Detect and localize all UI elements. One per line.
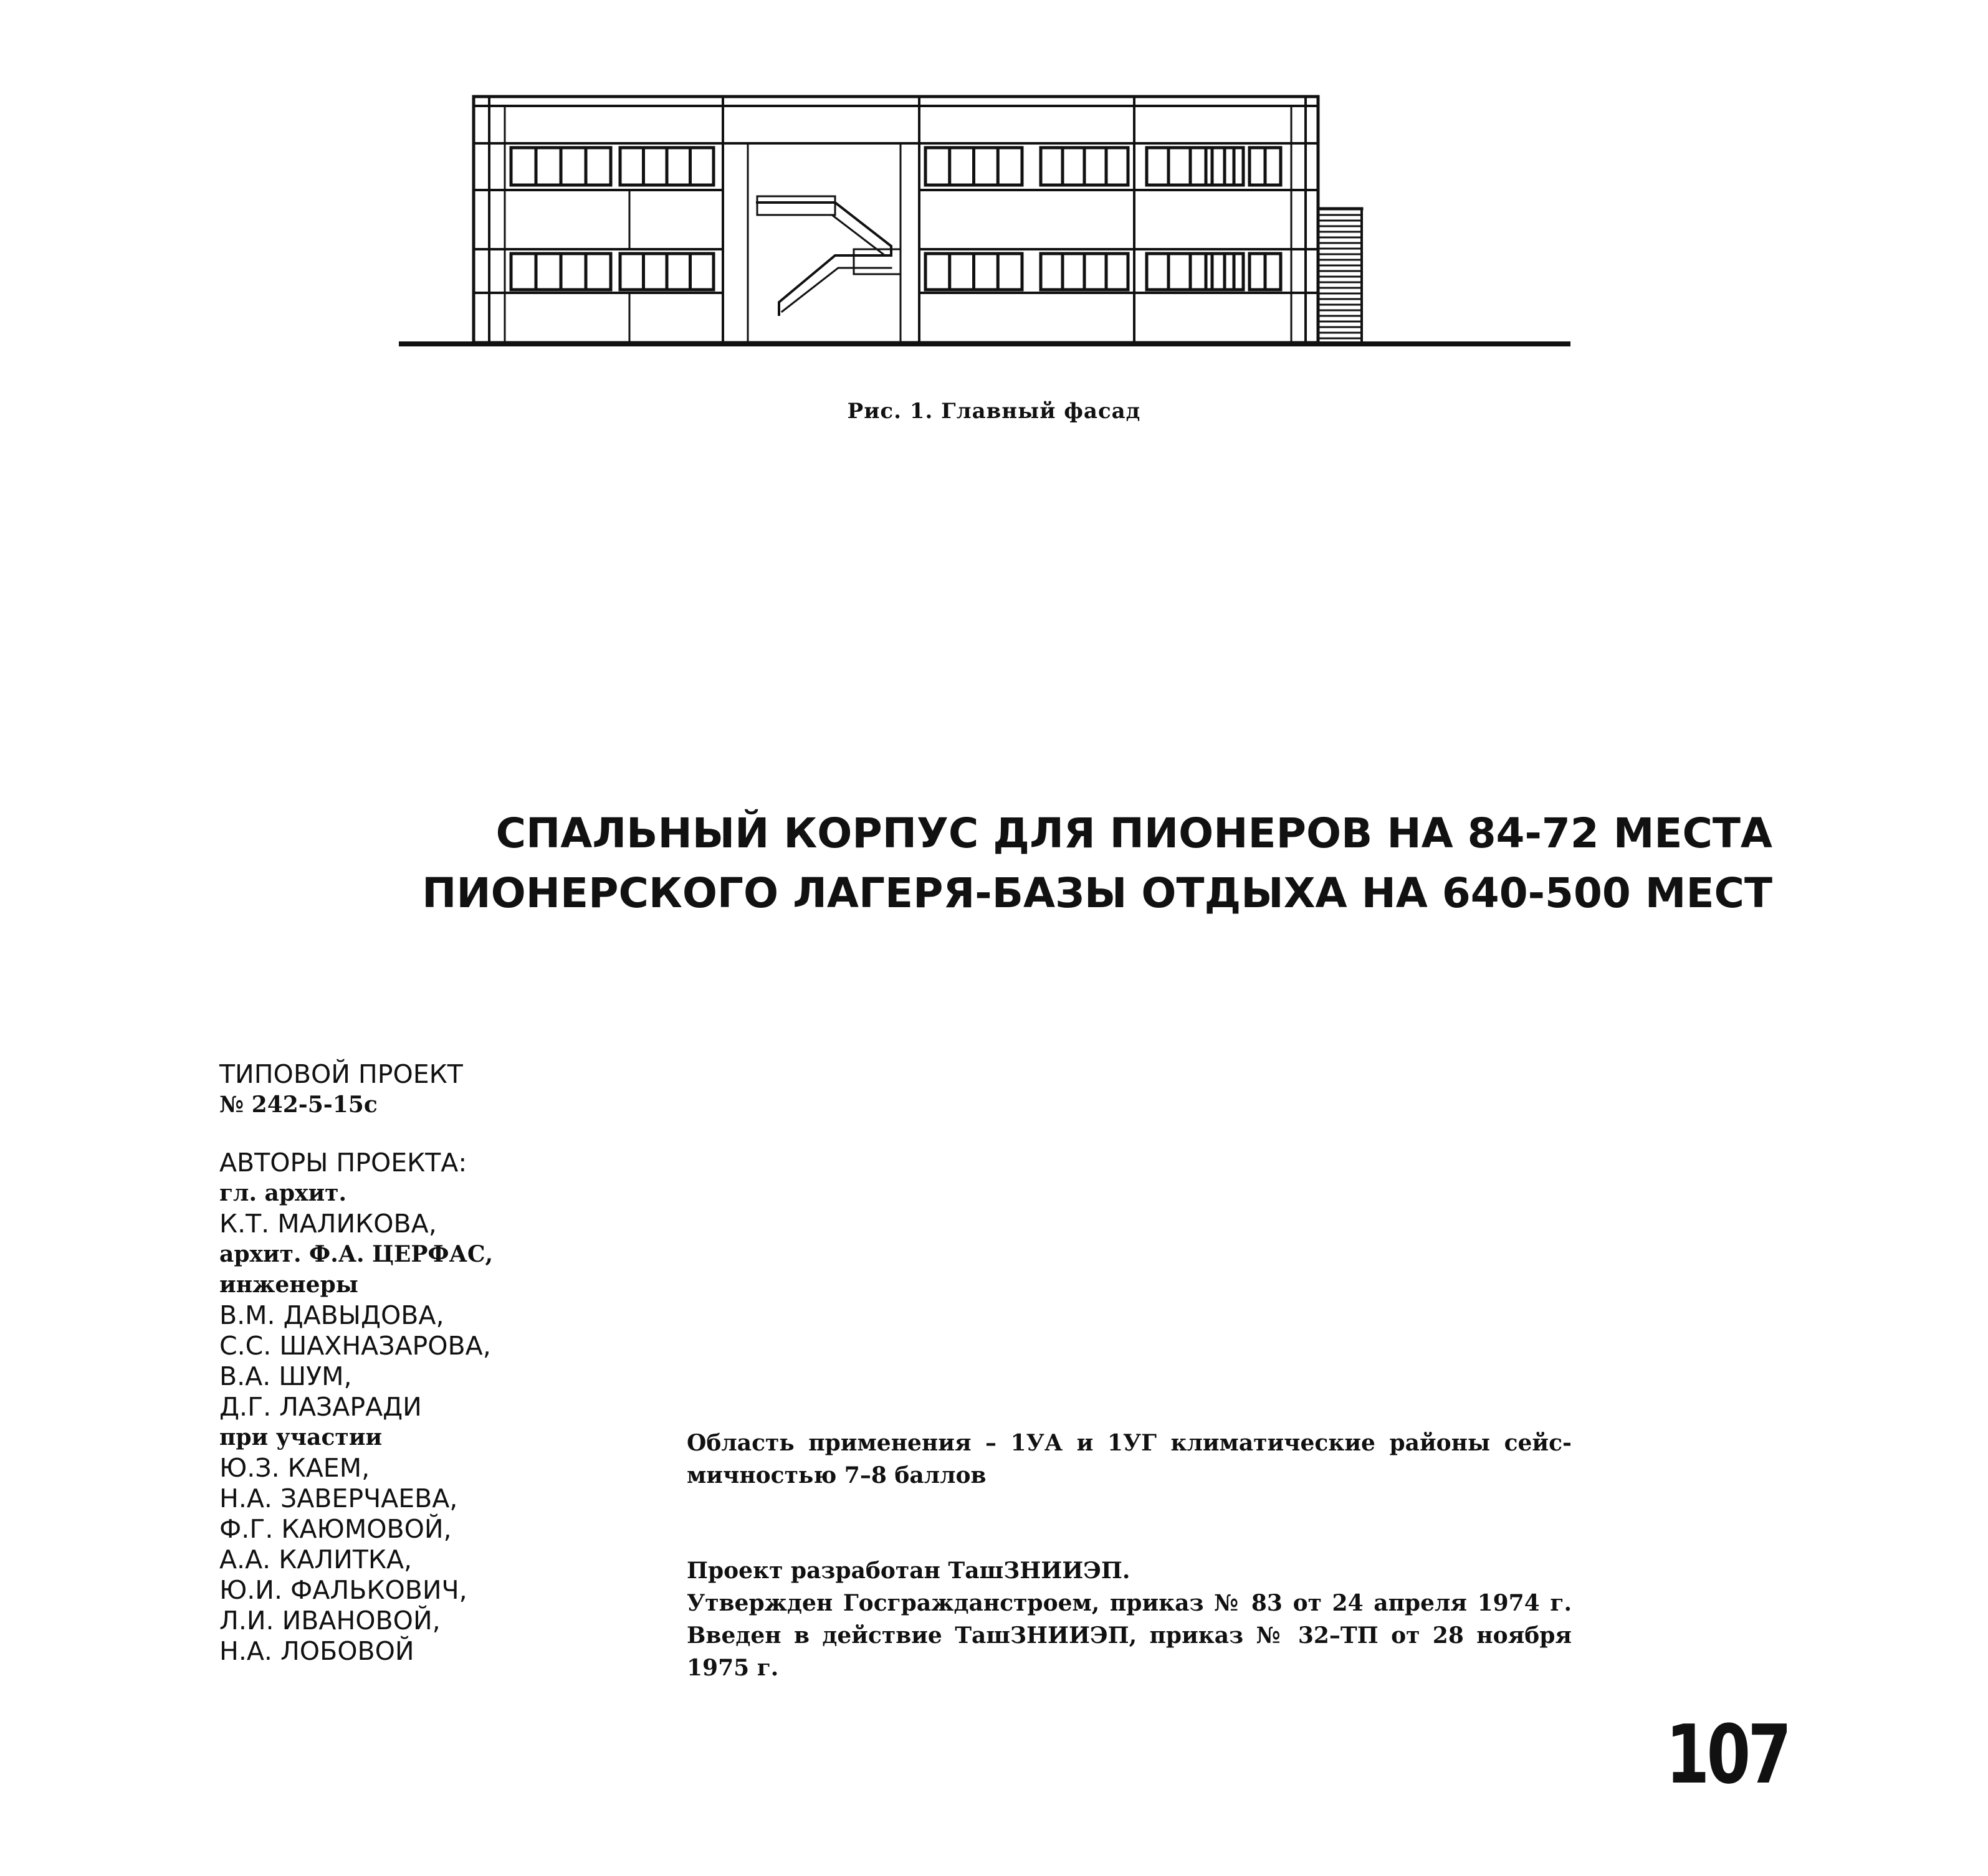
author-line: К.Т. МАЛИКОВА,	[219, 1209, 437, 1239]
approval-line-4: 1975 г.	[687, 1655, 779, 1681]
author-line: Д.Г. ЛАЗАРАДИ	[219, 1392, 422, 1422]
author-line: Ю.И. ФАЛЬКОВИЧ,	[219, 1575, 467, 1605]
author-line: Ф.Г. КАЮМОВОЙ,	[219, 1514, 452, 1544]
project-credits	[219, 1059, 493, 1667]
title-line-2: ПИОНЕРСКОГО ЛАГЕРЯ-БАЗЫ ОТДЫХА НА 640-500 МЕСТ	[422, 869, 1772, 917]
figure-caption: Рис. 1. Главный фасад	[847, 399, 1141, 424]
building-outline	[474, 97, 1318, 343]
facade-elevation-svg	[399, 87, 1570, 361]
stair-landing	[757, 196, 835, 215]
approval-line-3: Введен в действие ТашЗНИИЭП, приказ № 32–ТП от 28 ноября	[687, 1622, 1572, 1649]
author-line: В.М. ДАВЫДОВА,	[219, 1300, 444, 1330]
scope-line-2: мичностью 7–8 баллов	[687, 1462, 987, 1488]
stair-landing	[854, 249, 901, 274]
project-number: № 242-5-15с	[219, 1092, 378, 1118]
approval-info	[687, 1555, 1572, 1684]
author-line: гл. архит.	[219, 1180, 347, 1206]
page-number: 107	[1665, 1707, 1789, 1802]
author-line: архит. Ф.А. ЦЕРФАС,	[219, 1241, 494, 1267]
project-label: ТИПОВОЙ ПРОЕКТ	[219, 1059, 463, 1089]
authors-heading: АВТОРЫ ПРОЕКТА:	[219, 1148, 467, 1178]
author-line: А.А. КАЛИТКА,	[219, 1545, 413, 1574]
staircase-flight	[757, 202, 891, 315]
approval-line-1: Проект разработан ТашЗНИИЭП.	[687, 1558, 1130, 1584]
application-scope	[687, 1427, 1572, 1492]
author-line: Н.А. ЗАВЕРЧАЕВА,	[219, 1483, 458, 1513]
author-line: Ю.З. КАЕМ,	[219, 1453, 370, 1483]
approval-line-2: Утвержден Госгражданстроем, приказ № 83 от 24 апреля 1974 г.	[687, 1590, 1572, 1616]
title-line-1: СПАЛЬНЫЙ КОРПУС ДЛЯ ПИОНЕРОВ НА 84-72 МЕСТА	[495, 809, 1772, 857]
main-facade-drawing	[399, 87, 1570, 361]
author-line: при участии	[219, 1424, 383, 1450]
document-title	[422, 804, 1772, 923]
author-line: С.С. ШАХНАЗАРОВА,	[219, 1331, 491, 1361]
author-line: Н.А. ЛОБОВОЙ	[219, 1636, 414, 1666]
author-line: В.А. ШУМ,	[219, 1361, 352, 1391]
author-line: инженеры	[219, 1272, 358, 1298]
author-line: Л.И. ИВАНОВОЙ,	[219, 1606, 441, 1636]
scope-line-1: Область применения – 1УА и 1УГ климатические районы сейс-	[687, 1430, 1572, 1456]
